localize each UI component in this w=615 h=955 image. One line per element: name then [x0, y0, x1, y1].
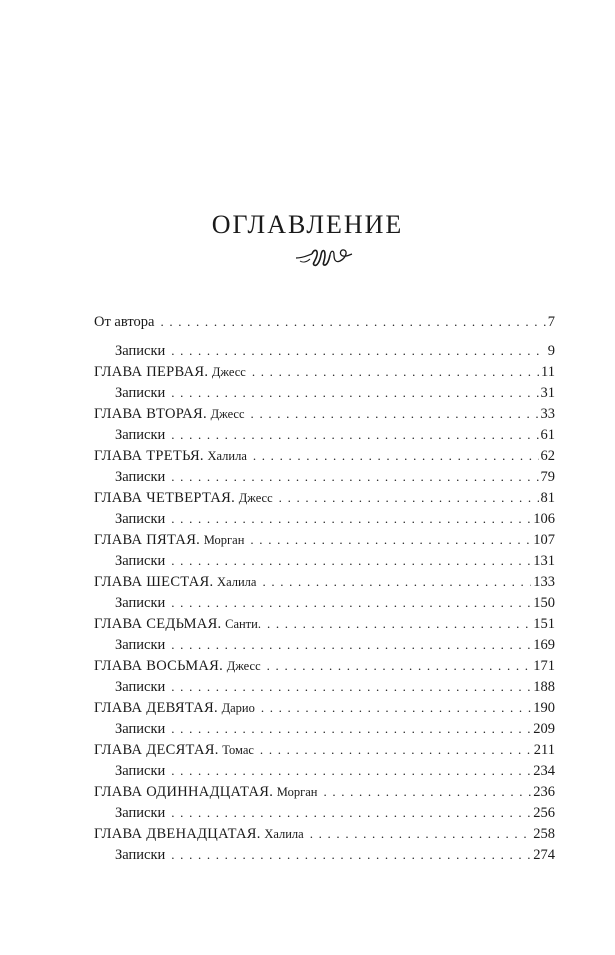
toc-page-number: 7 — [547, 314, 555, 330]
dot-leader — [171, 466, 538, 487]
toc-entry-title: Записки — [115, 385, 166, 401]
toc-entry-label — [94, 614, 261, 634]
toc-entry-label — [94, 530, 244, 550]
toc-entry-label — [94, 467, 165, 487]
dot-leader — [252, 361, 539, 382]
toc-entry-title: Записки — [115, 511, 166, 527]
toc-notes-entry — [94, 676, 555, 697]
toc-page-number: 188 — [533, 679, 555, 695]
toc-chapter-entry — [94, 529, 555, 550]
toc-page-number: 234 — [533, 763, 555, 779]
dot-leader — [260, 739, 532, 760]
toc-page-number: 256 — [533, 805, 555, 821]
toc-chapter-entry — [94, 403, 555, 424]
toc-entry-narrator: Халила — [207, 449, 247, 463]
toc-entry-title: Записки — [115, 805, 166, 821]
dot-leader — [171, 592, 531, 613]
toc-entry-label — [94, 761, 165, 781]
toc-page-number: 61 — [540, 427, 555, 443]
toc-notes-entry — [94, 844, 555, 865]
toc-page-number: 79 — [540, 469, 555, 485]
dot-leader — [160, 309, 545, 335]
toc-entry-title: Записки — [115, 847, 166, 863]
toc-entry-label — [94, 593, 165, 613]
toc-entry-narrator: Санти. — [225, 617, 261, 631]
toc-entry-title: Записки — [115, 763, 166, 779]
toc-entry-title: ГЛАВА ПЯТАЯ. — [94, 532, 201, 548]
toc-entry-label — [94, 383, 165, 403]
toc-entry-title: ГЛАВА ДЕСЯТАЯ. — [94, 742, 219, 758]
toc-entry-label — [94, 488, 273, 508]
flourish-icon — [294, 243, 354, 271]
toc-page-number: 131 — [533, 553, 555, 569]
toc-page-number: 107 — [533, 532, 555, 548]
toc-page-number: 81 — [540, 490, 555, 506]
toc-entry-label — [94, 740, 254, 760]
toc-entry-title: Записки — [115, 427, 166, 443]
dot-leader — [262, 571, 531, 592]
page-title: ОГЛАВЛЕНИЕ — [211, 210, 404, 240]
toc-entry-narrator: Джесс — [210, 407, 245, 421]
toc-page-number: 150 — [533, 595, 555, 611]
dot-leader — [171, 760, 531, 781]
toc-entry-narrator: Морган — [203, 533, 245, 547]
dot-leader — [310, 823, 532, 844]
dot-leader — [250, 529, 531, 550]
dot-leader — [171, 508, 531, 529]
dot-leader — [171, 550, 531, 571]
toc-entry-label — [94, 698, 255, 718]
toc-chapter-entry — [94, 781, 555, 802]
dot-leader — [261, 697, 531, 718]
toc-entry-label — [94, 677, 165, 697]
toc-entry-narrator: Морган — [276, 785, 318, 799]
dot-leader — [171, 718, 531, 739]
toc-page-number: 133 — [533, 574, 555, 590]
toc-page-number: 236 — [533, 784, 555, 800]
toc-notes-entry — [94, 382, 555, 403]
toc-entry-label — [94, 845, 165, 865]
toc-notes-entry — [94, 592, 555, 613]
toc-entry-title: Записки — [115, 553, 166, 569]
toc-entry-title: Записки — [115, 679, 166, 695]
toc-entry-label — [94, 341, 165, 361]
toc-entry-title: ГЛАВА ДВЕНАДЦАТАЯ. — [94, 826, 261, 842]
toc-entry-title: Записки — [115, 469, 166, 485]
toc-notes-entry — [94, 760, 555, 781]
toc-entry-title: ГЛАВА ШЕСТАЯ. — [94, 574, 214, 590]
toc-entry-label — [94, 509, 165, 529]
toc-entry-title: ГЛАВА ВТОРАЯ. — [94, 406, 207, 422]
toc-entry-narrator: Халила — [264, 827, 304, 841]
toc-page-number: 106 — [533, 511, 555, 527]
toc-entry-label — [94, 656, 261, 676]
toc-chapter-entry — [94, 571, 555, 592]
dot-leader — [279, 487, 539, 508]
toc-entry-narrator: Халила — [217, 575, 257, 589]
toc-entry-title: Записки — [115, 595, 166, 611]
toc-entry-label — [94, 446, 247, 466]
toc-chapter-entry — [94, 823, 555, 844]
toc-entry-title: ГЛАВА ЧЕТВЕРТАЯ. — [94, 490, 236, 506]
toc-page-number: 11 — [541, 364, 555, 380]
toc-page-number: 258 — [533, 826, 555, 842]
toc-page-number: 209 — [533, 721, 555, 737]
toc-chapter-entry — [94, 445, 555, 466]
toc-entry-title: ГЛАВА ВОСЬМАЯ. — [94, 658, 224, 674]
toc-notes-entry — [94, 508, 555, 529]
toc-page-number: 211 — [533, 742, 555, 758]
toc-chapter-entry — [94, 739, 555, 760]
toc-entry-label — [94, 824, 304, 844]
toc-foreword-entry — [94, 309, 555, 340]
dot-leader — [171, 340, 545, 361]
toc-chapter-entry — [94, 487, 555, 508]
toc-entry-title: ГЛАВА ПЕРВАЯ. — [94, 364, 209, 380]
toc-entry-title: ГЛАВА СЕДЬМАЯ. — [94, 616, 222, 632]
dot-leader — [251, 403, 539, 424]
toc-page-number: 274 — [533, 847, 555, 863]
toc-notes-entry — [94, 340, 555, 361]
toc-notes-entry — [94, 634, 555, 655]
dot-leader — [171, 676, 531, 697]
toc-page-number: 151 — [533, 616, 555, 632]
toc-page-number: 33 — [540, 406, 555, 422]
toc-page-number: 190 — [533, 700, 555, 716]
dot-leader — [171, 634, 531, 655]
table-of-contents — [94, 309, 555, 865]
dot-leader — [171, 424, 538, 445]
toc-entry-title: ГЛАВА ТРЕТЬЯ. — [94, 448, 204, 464]
toc-entry-narrator: Джесс — [226, 659, 261, 673]
toc-page-number: 9 — [547, 343, 555, 359]
toc-entry-label — [94, 635, 165, 655]
dot-leader — [323, 781, 531, 802]
toc-entry-title: ГЛАВА ОДИННАДЦАТАЯ. — [94, 784, 274, 800]
dot-leader — [267, 613, 531, 634]
toc-entry-label — [94, 572, 256, 592]
toc-entry-narrator: Томас — [222, 743, 254, 757]
toc-page-number: 171 — [533, 658, 555, 674]
toc-notes-entry — [94, 424, 555, 445]
toc-entry-title: Записки — [115, 721, 166, 737]
toc-entry-narrator: Джесс — [238, 491, 273, 505]
toc-entry-label — [94, 551, 165, 571]
dot-leader — [171, 802, 531, 823]
toc-entry-label — [94, 782, 317, 802]
dot-leader — [171, 382, 538, 403]
toc-entry-label — [94, 719, 165, 739]
toc-chapter-entry — [94, 697, 555, 718]
toc-page-number: 169 — [533, 637, 555, 653]
toc-entry-label — [94, 309, 154, 335]
toc-entry-label — [94, 803, 165, 823]
dot-leader — [171, 844, 531, 865]
dot-leader — [253, 445, 539, 466]
toc-entry-title: Записки — [115, 637, 166, 653]
toc-chapter-entry — [94, 613, 555, 634]
toc-entry-label — [94, 425, 165, 445]
toc-entry-narrator: Джесс — [211, 365, 246, 379]
toc-entry-label — [94, 362, 246, 382]
toc-entry-label — [94, 404, 245, 424]
toc-entry-title: Записки — [115, 343, 166, 359]
toc-entry-title: ГЛАВА ДЕВЯТАЯ. — [94, 700, 218, 716]
toc-page-number: 31 — [540, 385, 555, 401]
dot-leader — [267, 655, 532, 676]
toc-entry-narrator: Дарио — [221, 701, 255, 715]
toc-notes-entry — [94, 466, 555, 487]
toc-notes-entry — [94, 718, 555, 739]
toc-chapter-entry — [94, 361, 555, 382]
toc-notes-entry — [94, 550, 555, 571]
toc-notes-entry — [94, 802, 555, 823]
toc-page-number: 62 — [540, 448, 555, 464]
toc-entry-title: От автора — [94, 314, 155, 330]
toc-chapter-entry — [94, 655, 555, 676]
